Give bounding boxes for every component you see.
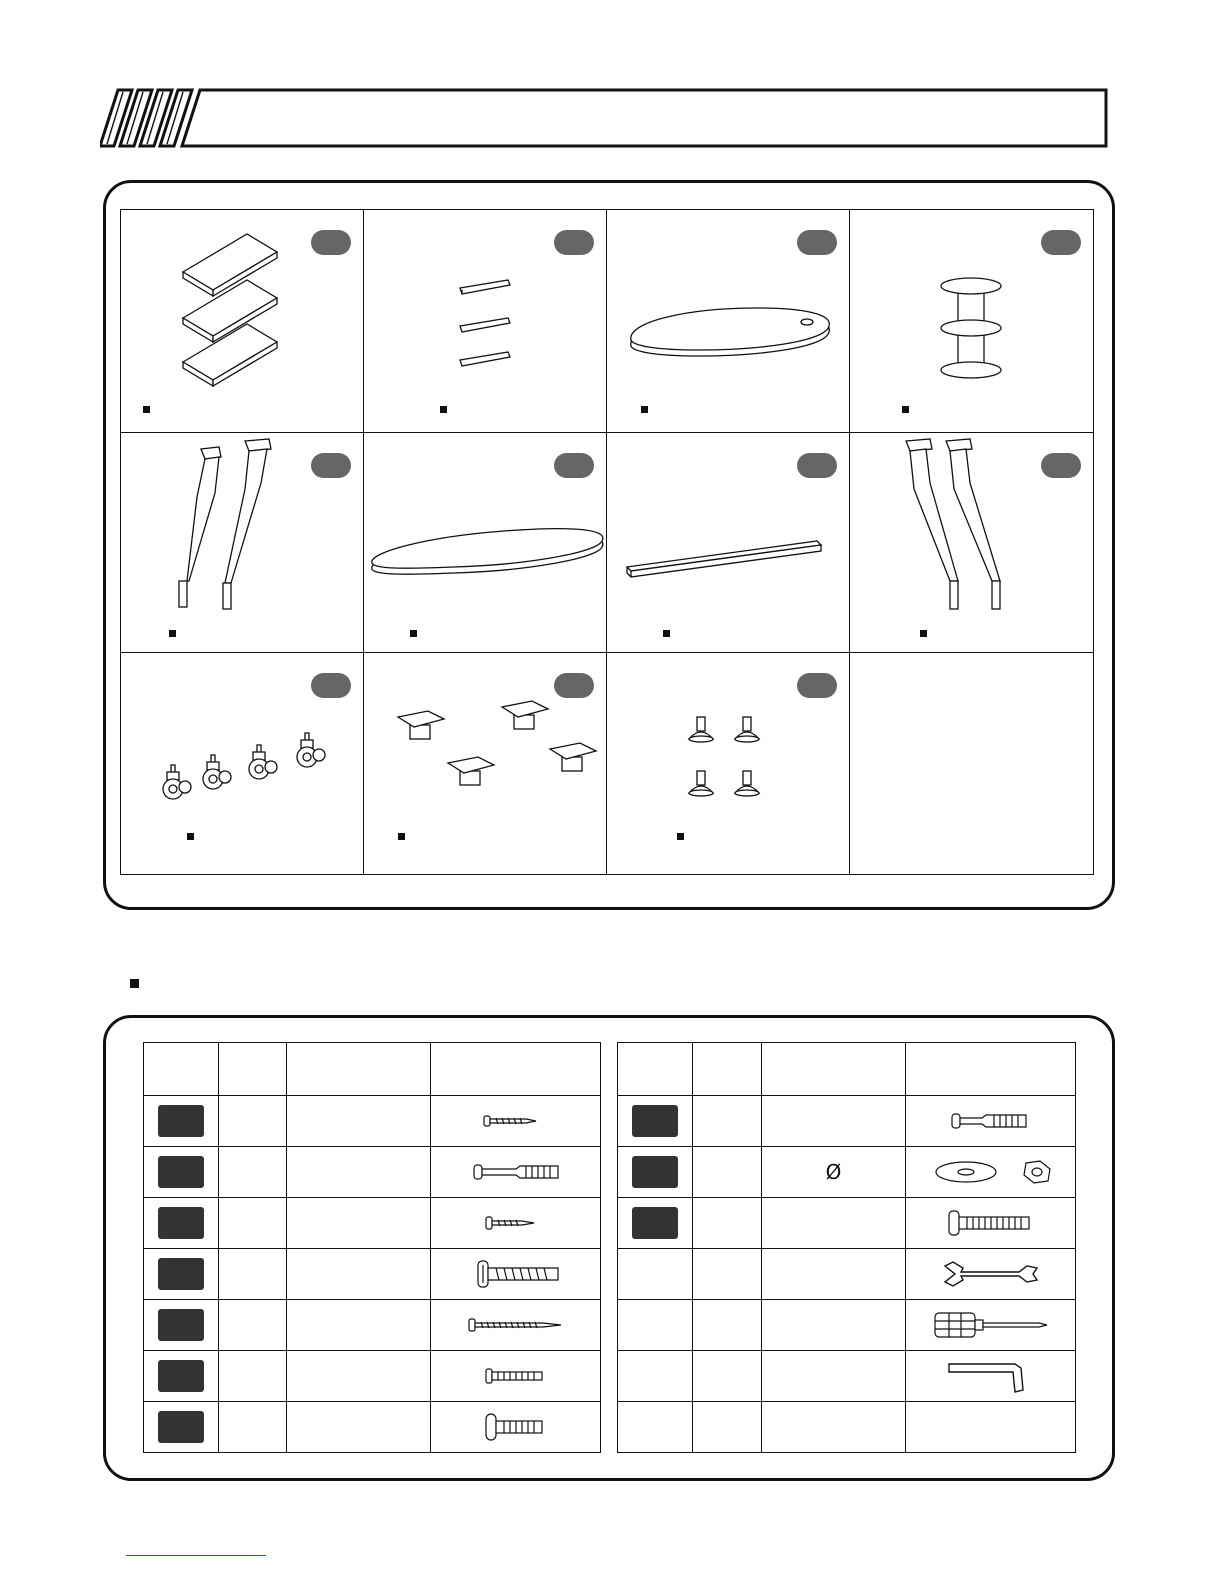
part-cell: [364, 433, 607, 653]
code-box: [158, 1156, 204, 1188]
part-label-bullet: [677, 833, 684, 840]
rail-icon: [607, 433, 849, 653]
part-cell: [121, 653, 364, 874]
table-row: [618, 1096, 1076, 1147]
table-header-row: [144, 1043, 601, 1096]
table-row: [618, 1147, 1076, 1198]
screwdriver-icon: [931, 1309, 1051, 1341]
code-box: [632, 1207, 678, 1239]
part-label-bullet: [169, 630, 176, 637]
table-row: [144, 1096, 601, 1147]
code-box: [158, 1258, 204, 1290]
hw-spec: [762, 1198, 906, 1249]
table-row: [618, 1351, 1076, 1402]
part-cell: [364, 210, 607, 433]
part-cell: [607, 210, 850, 433]
large-screw-icon: [466, 1259, 566, 1289]
footer-link[interactable]: [126, 1555, 266, 1556]
hw-spec: [762, 1300, 906, 1351]
part-cell: [850, 433, 1093, 653]
hw-spec: Ø: [762, 1147, 906, 1198]
flat-head-bolt-icon: [476, 1412, 556, 1442]
hw-spec: [762, 1402, 906, 1453]
casters-icon: [121, 653, 363, 873]
tabletop-icon: [364, 433, 606, 653]
part-cell: [364, 653, 607, 874]
part-cell: [607, 653, 850, 874]
part-cell: [850, 210, 1093, 433]
table-row: [144, 1402, 601, 1453]
hw-spec: [762, 1249, 906, 1300]
parts-panel: [103, 180, 1115, 910]
code-box: [158, 1105, 204, 1137]
table-row: [144, 1300, 601, 1351]
legs-icon: [121, 433, 363, 653]
table-row: [144, 1351, 601, 1402]
shelf-boards-icon: [121, 210, 363, 433]
short-wood-screw-icon: [476, 1213, 556, 1233]
leveling-feet-icon: [607, 653, 849, 873]
table-row: [618, 1198, 1076, 1249]
part-label-bullet: [902, 406, 909, 413]
code-box: [632, 1105, 678, 1137]
table-row: [144, 1249, 601, 1300]
code-box: [632, 1156, 678, 1188]
legs-icon: [850, 433, 1092, 653]
code-box: [158, 1411, 204, 1443]
table-row: [618, 1249, 1076, 1300]
support-rods-icon: [364, 210, 606, 433]
washer-nut-icon: [926, 1157, 1056, 1187]
allen-key-icon: [941, 1356, 1041, 1396]
table-row: [144, 1147, 601, 1198]
cam-bolt-short-icon: [946, 1109, 1036, 1133]
parts-grid: [120, 209, 1094, 875]
code-box: [158, 1207, 204, 1239]
table-header-row: [618, 1043, 1076, 1096]
part-cell: [607, 433, 850, 653]
long-wood-screw-icon: [461, 1315, 571, 1335]
empty-cell: [850, 653, 1093, 874]
header-banner: [100, 86, 1120, 150]
oval-top-icon: [607, 210, 849, 433]
mounting-plates-icon: [364, 653, 606, 873]
table-row: [144, 1198, 601, 1249]
wrench-icon: [941, 1258, 1041, 1290]
part-cell: [121, 210, 364, 433]
hardware-table-right: [617, 1042, 1076, 1453]
hw-spec: [762, 1096, 906, 1147]
part-label-bullet: [187, 833, 194, 840]
section-bullet: [130, 979, 139, 988]
code-box: [158, 1360, 204, 1392]
part-label-bullet: [398, 833, 405, 840]
table-row: [618, 1300, 1076, 1351]
code-box: [158, 1309, 204, 1341]
part-label-bullet: [143, 406, 150, 413]
spool-column-icon: [850, 210, 1092, 433]
machine-screw-icon: [476, 1366, 556, 1386]
part-label-bullet: [663, 630, 670, 637]
table-row: [618, 1402, 1076, 1453]
part-label-bullet: [440, 406, 447, 413]
wood-screw-icon: [476, 1111, 556, 1131]
part-label-bullet: [410, 630, 417, 637]
hardware-panel: [103, 1015, 1115, 1481]
hardware-table-left: [143, 1042, 601, 1453]
cam-bolt-icon: [466, 1160, 566, 1184]
part-cell: [121, 433, 364, 653]
hex-bolt-icon: [941, 1208, 1041, 1238]
hw-spec: [762, 1351, 906, 1402]
part-label-bullet: [920, 630, 927, 637]
part-label-bullet: [641, 406, 648, 413]
